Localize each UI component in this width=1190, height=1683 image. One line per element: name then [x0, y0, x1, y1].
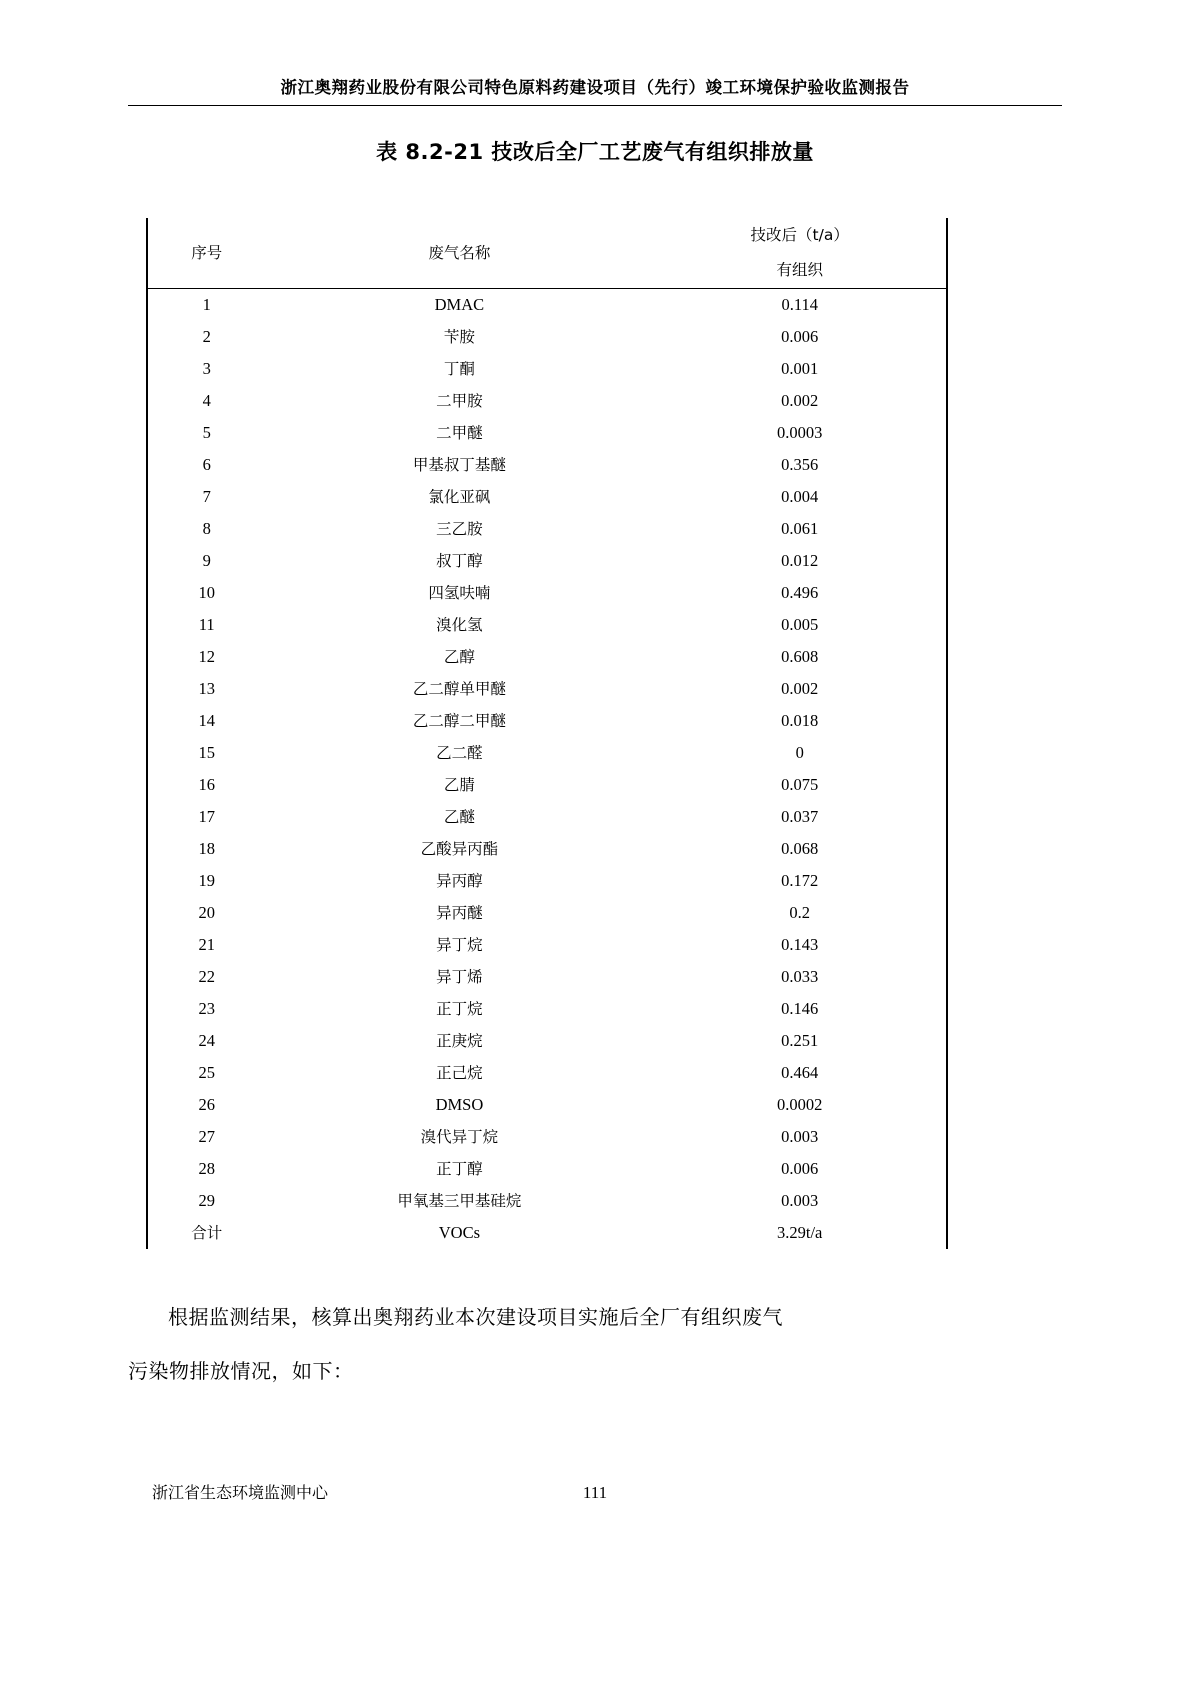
cell-index: 3 [147, 353, 265, 385]
header-divider [128, 105, 1062, 106]
cell-name: 乙二醇二甲醚 [412, 712, 506, 730]
cell-index: 15 [147, 737, 265, 769]
table-row [147, 833, 947, 865]
cell-index: 13 [147, 673, 265, 705]
cell-index: 10 [147, 577, 265, 609]
cell-name: 正己烷 [436, 1064, 483, 1082]
table-total-row [147, 1217, 947, 1249]
running-header: 浙江奥翔药业股份有限公司特色原料药建设项目（先行）竣工环境保护验收监测报告 [280, 78, 910, 97]
cell-name: 二甲胺 [436, 392, 483, 410]
cell-name: DMAC [434, 295, 485, 314]
table-row [147, 1057, 947, 1089]
footer-page-number: 111 [582, 1483, 608, 1502]
cell-value: 0.356 [653, 449, 947, 481]
table-row [147, 929, 947, 961]
cell-value: 0.172 [653, 865, 947, 897]
table-row [147, 481, 947, 513]
cell-value: 0 [653, 737, 947, 769]
cell-value: 0.496 [653, 577, 947, 609]
table-row [147, 417, 947, 449]
cell-name: 苄胺 [443, 328, 475, 346]
cell-value: 0.0002 [653, 1089, 947, 1121]
cell-value: 0.061 [653, 513, 947, 545]
cell-index: 11 [147, 609, 265, 641]
table-row [147, 545, 947, 577]
table-row [147, 1121, 947, 1153]
cell-index: 29 [147, 1185, 265, 1217]
cell-name: 正丁醇 [436, 1160, 483, 1178]
cell-value: 0.012 [653, 545, 947, 577]
cell-index: 23 [147, 993, 265, 1025]
table-row [147, 353, 947, 385]
cell-index: 5 [147, 417, 265, 449]
table-row [147, 385, 947, 417]
cell-value: 0.003 [653, 1121, 947, 1153]
cell-name: 异丁烯 [436, 968, 483, 986]
column-header-index: 序号 [147, 218, 265, 289]
cell-name: 叔丁醇 [436, 552, 483, 570]
column-header-group: 技改后（t/a） [653, 218, 947, 253]
table-row [147, 705, 947, 737]
cell-index: 16 [147, 769, 265, 801]
cell-value: 0.114 [653, 289, 947, 322]
table-caption: 表 8.2-21 技改后全厂工艺废气有组织排放量 [376, 140, 814, 164]
cell-value: 0.001 [653, 353, 947, 385]
table-row [147, 1089, 947, 1121]
cell-index: 2 [147, 321, 265, 353]
cell-index: 8 [147, 513, 265, 545]
cell-index: 7 [147, 481, 265, 513]
table-row [147, 897, 947, 929]
cell-name: 正丁烷 [436, 1000, 483, 1018]
cell-index: 19 [147, 865, 265, 897]
cell-value: 0.004 [653, 481, 947, 513]
cell-name: 甲氧基三甲基硅烷 [397, 1192, 522, 1210]
cell-value: 0.018 [653, 705, 947, 737]
cell-name: 异丙醇 [436, 872, 483, 890]
body-line-2: 污染物排放情况，如下： [128, 1359, 354, 1383]
cell-name: 溴代异丁烷 [420, 1128, 499, 1146]
cell-index: 18 [147, 833, 265, 865]
cell-name: 四氢呋喃 [428, 584, 491, 602]
cell-index: 6 [147, 449, 265, 481]
cell-index: 9 [147, 545, 265, 577]
cell-index: 12 [147, 641, 265, 673]
cell-name: 乙二醇单甲醚 [412, 680, 506, 698]
table-row [147, 609, 947, 641]
cell-value: 0.006 [653, 1153, 947, 1185]
total-name: VOCs [438, 1223, 481, 1242]
cell-name: 异丁烷 [436, 936, 483, 954]
cell-value: 0.002 [653, 385, 947, 417]
cell-value: 0.146 [653, 993, 947, 1025]
cell-value: 0.464 [653, 1057, 947, 1089]
footer-organization: 浙江省生态环境监测中心 [152, 1483, 329, 1502]
cell-value: 0.608 [653, 641, 947, 673]
cell-name: 溴化氢 [436, 616, 483, 634]
total-label: 合计 [147, 1217, 265, 1249]
cell-name: 氯化亚砜 [428, 488, 491, 506]
cell-index: 22 [147, 961, 265, 993]
cell-name: 正庚烷 [436, 1032, 483, 1050]
cell-value: 0.251 [653, 1025, 947, 1057]
cell-name: DMSO [435, 1095, 484, 1114]
cell-value: 0.0003 [653, 417, 947, 449]
cell-name: 甲基叔丁基醚 [412, 456, 506, 474]
cell-name: 异丙醚 [436, 904, 483, 922]
table-row [147, 769, 947, 801]
cell-value: 0.003 [653, 1185, 947, 1217]
cell-index: 24 [147, 1025, 265, 1057]
cell-index: 27 [147, 1121, 265, 1153]
cell-index: 4 [147, 385, 265, 417]
cell-name: 三乙胺 [436, 520, 483, 538]
table-row [147, 1185, 947, 1217]
emissions-table [146, 218, 948, 1249]
table-row [147, 289, 947, 322]
table-header-row-1 [147, 218, 947, 253]
cell-index: 28 [147, 1153, 265, 1185]
table-row [147, 449, 947, 481]
cell-value: 0.075 [653, 769, 947, 801]
table-row [147, 321, 947, 353]
cell-name: 丁酮 [443, 360, 475, 378]
cell-value: 0.005 [653, 609, 947, 641]
cell-index: 25 [147, 1057, 265, 1089]
body-line-1: 根据监测结果，核算出奥翔药业本次建设项目实施后全厂有组织废气 [168, 1305, 783, 1329]
table-row [147, 865, 947, 897]
table-row [147, 961, 947, 993]
column-header-name: 废气名称 [265, 218, 653, 289]
table-row [147, 737, 947, 769]
cell-name: 乙醚 [443, 808, 475, 826]
cell-value: 0.068 [653, 833, 947, 865]
table-row [147, 577, 947, 609]
table-row [147, 1025, 947, 1057]
table-row [147, 801, 947, 833]
cell-index: 20 [147, 897, 265, 929]
total-value: 3.29t/a [653, 1217, 947, 1249]
cell-value: 0.006 [653, 321, 947, 353]
cell-index: 14 [147, 705, 265, 737]
cell-value: 0.2 [653, 897, 947, 929]
cell-name: 乙酸异丙酯 [420, 840, 499, 858]
cell-index: 26 [147, 1089, 265, 1121]
column-header-subgroup: 有组织 [653, 253, 947, 289]
cell-name: 乙腈 [443, 776, 475, 794]
table-row [147, 993, 947, 1025]
cell-value: 0.002 [653, 673, 947, 705]
cell-index: 17 [147, 801, 265, 833]
cell-name: 乙醇 [443, 648, 475, 666]
table-row [147, 641, 947, 673]
cell-name: 乙二醛 [436, 744, 483, 762]
cell-value: 0.033 [653, 961, 947, 993]
cell-index: 21 [147, 929, 265, 961]
cell-value: 0.143 [653, 929, 947, 961]
table-row [147, 513, 947, 545]
table-row [147, 1153, 947, 1185]
body-paragraph [128, 1290, 1062, 1398]
cell-name: 二甲醚 [436, 424, 483, 442]
table-row [147, 673, 947, 705]
cell-value: 0.037 [653, 801, 947, 833]
cell-index: 1 [147, 289, 265, 322]
